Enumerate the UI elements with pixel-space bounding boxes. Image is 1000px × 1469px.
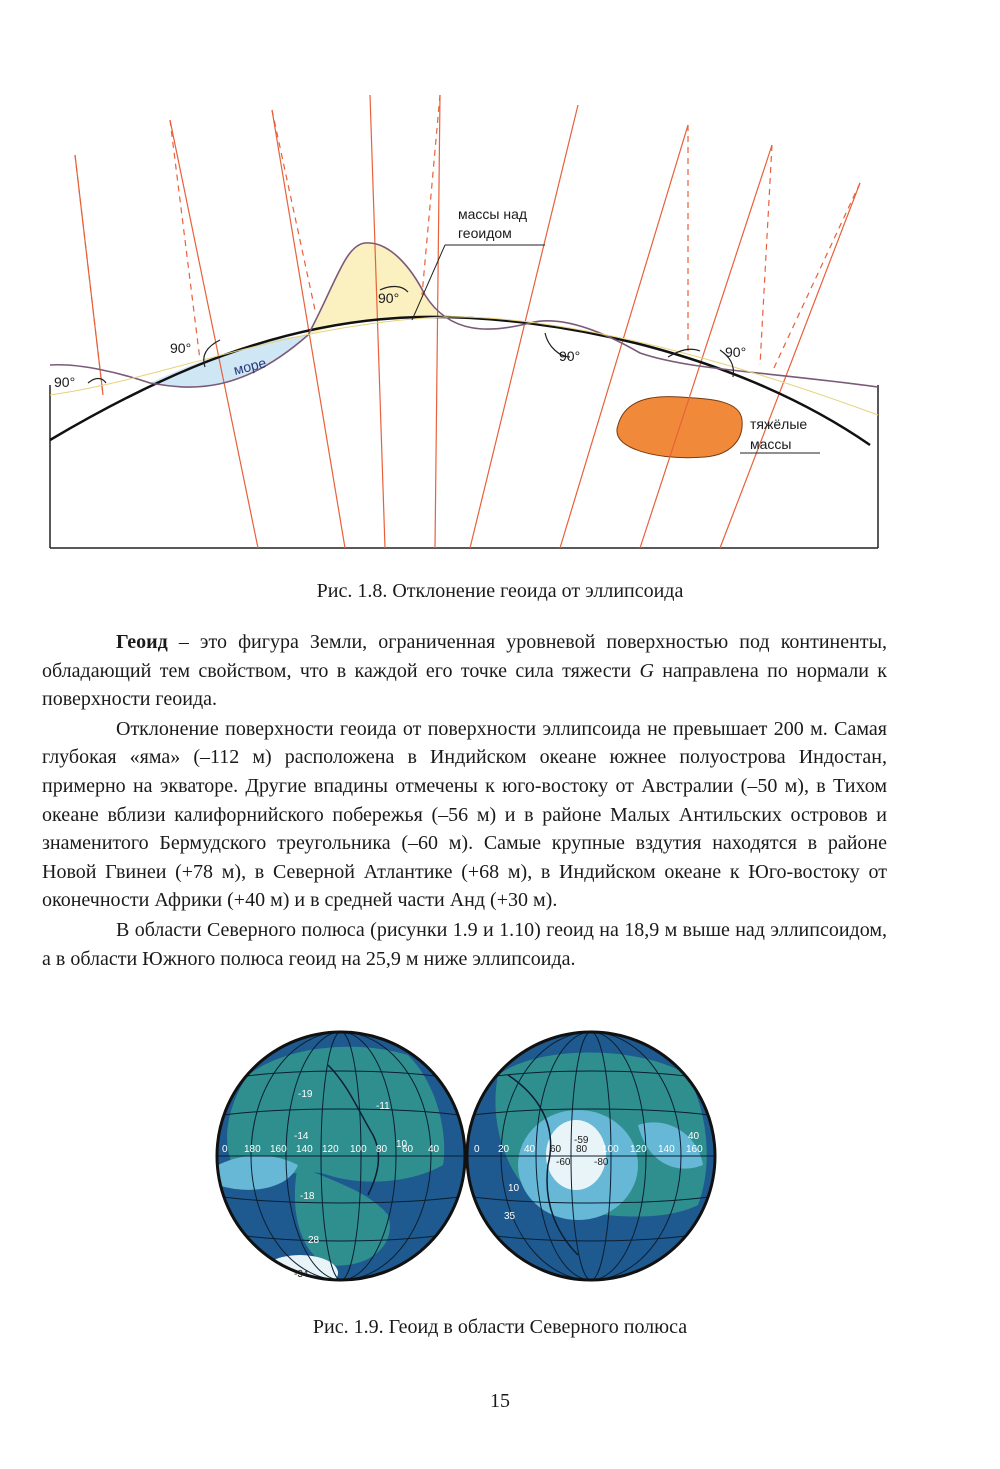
svg-text:массы над: массы над (458, 206, 528, 222)
svg-text:60: 60 (550, 1144, 562, 1155)
svg-text:-14: -14 (294, 1131, 309, 1142)
right-hemisphere (458, 1015, 724, 1297)
svg-text:140: 140 (296, 1144, 313, 1155)
svg-text:40: 40 (428, 1144, 440, 1155)
svg-text:35: 35 (504, 1211, 516, 1222)
page-number: 15 (490, 1390, 510, 1412)
svg-text:140: 140 (658, 1144, 675, 1155)
body-text (42, 628, 887, 973)
svg-text:20: 20 (498, 1144, 510, 1155)
svg-text:0: 0 (222, 1144, 228, 1155)
svg-text:массы: массы (750, 436, 792, 452)
svg-text:120: 120 (630, 1144, 647, 1155)
svg-text:100: 100 (602, 1144, 619, 1155)
paragraph: Отклонение поверхности геоида от поверхности эллипсоида не превышает 200 м. Самая глубокая «яма» (–112 м) расположена в Индийском океане южнее полуострова Индостан, примерно на экваторе. Другие впадины отмечены к юго-востоку от Австралии (–50 м), в Тихом океане вблизи калифорнийского побережья (–56 м) и в районе Малых Антильских островов и знаменитого Бермудского треугольника (–60 м). Самые крупные вздутия находятся в районе Новой Гвинеи (+78 м), в Северной Атлантике (+68 м), в Индийском океане к Юго-востоку от оконечности Африки (+40 м) и в средней части Анд (+30 м). (42, 717, 887, 912)
svg-text:-18: -18 (300, 1191, 315, 1202)
svg-text:28: 28 (308, 1235, 320, 1246)
svg-text:90°: 90° (378, 290, 400, 306)
svg-text:120: 120 (322, 1144, 339, 1155)
svg-text:80: 80 (376, 1144, 388, 1155)
term-geoid: Геоид (116, 631, 168, 653)
svg-text:160: 160 (270, 1144, 287, 1155)
svg-text:-19: -19 (298, 1089, 313, 1100)
svg-text:10: 10 (508, 1183, 520, 1194)
svg-text:90°: 90° (559, 348, 581, 364)
figure-geoid-deviation (40, 95, 890, 555)
svg-text:90°: 90° (54, 374, 76, 390)
svg-text:80: 80 (576, 1144, 588, 1155)
geoid-curve (50, 243, 878, 387)
svg-text:-34: -34 (294, 1269, 309, 1280)
paragraph: В области Северного полюса (рисунки 1.9 и 1.10) геоид на 18,9 м выше над эллипсоидом, а в области Южного полюса геоид на 25,9 м ниже эллипсоида. (42, 918, 887, 970)
svg-text:-80: -80 (594, 1157, 609, 1168)
svg-text:тяжёлые: тяжёлые (750, 416, 808, 432)
svg-text:160: 160 (686, 1144, 703, 1155)
left-hemisphere (208, 1015, 468, 1297)
svg-text:0: 0 (474, 1144, 480, 1155)
svg-text:100: 100 (350, 1144, 367, 1155)
paragraph: Геоид – это фигура Земли, ограниченная уровневой поверхностью под континенты, обладающий тем свойством, что в каждой его точке сила тяжести G направлена по нормали к поверхности геоида. (42, 631, 887, 711)
figure-geoid-hemispheres (208, 1015, 724, 1297)
svg-text:180: 180 (244, 1144, 261, 1155)
figure-caption: Рис. 1.8. Отклонение геоида от эллипсоида (316, 580, 684, 602)
svg-text:60: 60 (402, 1144, 414, 1155)
svg-text:-59: -59 (574, 1135, 589, 1146)
figure-caption: Рис. 1.9. Геоид в области Северного полюса (312, 1316, 688, 1338)
svg-text:геоидом: геоидом (458, 225, 512, 241)
svg-text:-60: -60 (556, 1157, 571, 1168)
svg-text:40: 40 (688, 1131, 700, 1142)
svg-text:40: 40 (524, 1144, 536, 1155)
svg-text:-11: -11 (376, 1101, 390, 1112)
svg-text:90°: 90° (170, 340, 192, 356)
svg-text:10: 10 (396, 1139, 408, 1150)
svg-text:90°: 90° (725, 344, 747, 360)
svg-text:море: море (231, 354, 268, 378)
